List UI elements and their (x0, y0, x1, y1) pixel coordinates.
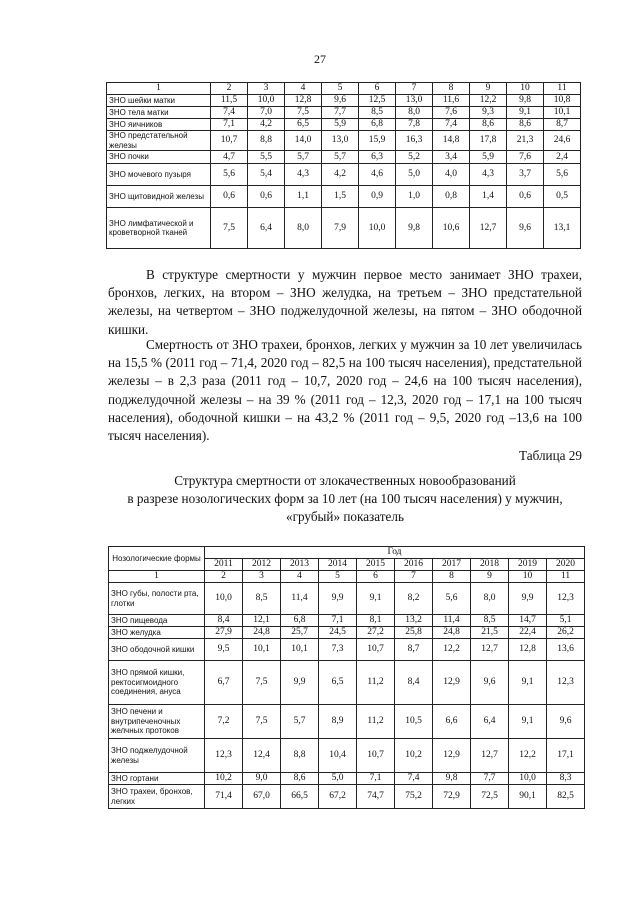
table-cell: 72,9 (433, 785, 471, 809)
table-cell: 22,4 (509, 627, 547, 639)
table-cell: 6,4 (471, 705, 509, 739)
table-cell: 24,8 (433, 627, 471, 639)
table-cell: 0,5 (544, 186, 581, 208)
table-cell: 17,1 (547, 739, 585, 773)
table-row (107, 164, 581, 186)
table-cell: 75,2 (395, 785, 433, 809)
table-cell: 8,5 (471, 615, 509, 627)
column-number: 7 (395, 571, 433, 583)
column-number: 4 (285, 83, 322, 95)
table-row (107, 107, 581, 119)
table-cell: 12,2 (509, 739, 547, 773)
table-cell: 1,4 (470, 186, 507, 208)
table-cell: 10,0 (248, 95, 285, 107)
row-label: ЗНО мочевого пузыря (107, 164, 211, 186)
table-cell: 11,6 (433, 95, 470, 107)
year-header: 2011 (205, 559, 243, 571)
table2-header (109, 547, 585, 583)
table-cell: 8,0 (471, 583, 509, 615)
table-cell: 0,6 (248, 186, 285, 208)
table-cell: 8,9 (319, 705, 357, 739)
table-cell: 12,1 (243, 615, 281, 627)
table-label: Таблица 29 (519, 448, 582, 463)
table-cell: 82,5 (547, 785, 585, 809)
table-cell: 15,9 (359, 131, 396, 151)
table-cell: 21,5 (471, 627, 509, 639)
column-number: 3 (243, 571, 281, 583)
table-cell: 7,8 (396, 119, 433, 131)
table-row (109, 705, 585, 739)
column-number: 9 (470, 83, 507, 95)
table-cell: 7,9 (322, 208, 359, 249)
table-row (107, 131, 581, 151)
table-cell: 4,3 (285, 164, 322, 186)
table-cell: 8,4 (205, 615, 243, 627)
table-cell: 7,4 (395, 773, 433, 785)
table-cell: 0,6 (211, 186, 248, 208)
table-cell: 10,2 (205, 773, 243, 785)
table-cell: 74,7 (357, 785, 395, 809)
table-cell: 12,2 (470, 95, 507, 107)
column-number: 11 (547, 571, 585, 583)
table-cell: 9,3 (470, 107, 507, 119)
table-cell: 12,3 (547, 661, 585, 705)
col-header-year: Год (205, 547, 585, 559)
table-cell: 13,1 (544, 208, 581, 249)
table-cell: 4,6 (359, 164, 396, 186)
table-cell: 9,9 (319, 583, 357, 615)
table-cell: 7,0 (248, 107, 285, 119)
table-cell: 25,7 (281, 627, 319, 639)
table-cell: 24,5 (319, 627, 357, 639)
table-cell: 26,2 (547, 627, 585, 639)
table-cell: 10,0 (359, 208, 396, 249)
table-row (107, 151, 581, 164)
table-cell: 7,7 (322, 107, 359, 119)
table-cell: 7,1 (319, 615, 357, 627)
table-cell: 8,5 (359, 107, 396, 119)
table-title-line3: «грубый» показатель (285, 509, 404, 524)
table-cell: 25,8 (395, 627, 433, 639)
table-cell: 9,9 (509, 583, 547, 615)
table-cell: 0,9 (359, 186, 396, 208)
table-cell: 8,0 (396, 107, 433, 119)
table-cell: 10,6 (433, 208, 470, 249)
table-row (109, 785, 585, 809)
column-number: 6 (357, 571, 395, 583)
year-header: 2016 (395, 559, 433, 571)
table-cell: 17,8 (470, 131, 507, 151)
table-cell: 12,2 (433, 639, 471, 661)
table-cell: 7,6 (507, 151, 544, 164)
table-cell: 4,0 (433, 164, 470, 186)
paragraph-dynamics: Смертность от ЗНО трахеи, бронхов, легких у мужчин за 10 лет увеличилась на 15,5 % (2011 год – 71,4, 2020 год – 82,5 на 100 тысяч населения), предстательной железы – в 2,3 раза (2011 год – 10,7, 2020 год – 24,6 на 100 тысяч населения), поджелудочной железы – на 39 % (2011 год – 12,3, 2020 год – 17,1 на 100 тысяч населения), ободочной кишки – на 43,2 % (2011 год – 9,5, 2020 год –13,6 на 100 тысяч населения). (108, 337, 582, 444)
table-cell: 4,2 (322, 164, 359, 186)
table-cell: 8,3 (547, 773, 585, 785)
table-cell: 12,7 (470, 208, 507, 249)
table-cell: 0,8 (433, 186, 470, 208)
table-cell: 8,7 (544, 119, 581, 131)
table-cell: 12,9 (433, 661, 471, 705)
table-cell: 6,3 (359, 151, 396, 164)
column-number: 9 (471, 571, 509, 583)
table-cell: 8,8 (248, 131, 285, 151)
table-cell: 8,0 (285, 208, 322, 249)
table-cell: 11,2 (357, 705, 395, 739)
column-numbers-row (107, 83, 581, 95)
table-cell: 4,7 (211, 151, 248, 164)
table-cell: 5,5 (248, 151, 285, 164)
table-row (109, 739, 585, 773)
row-label: ЗНО пищевода (109, 615, 205, 627)
table-cell: 12,7 (471, 739, 509, 773)
table-row (109, 773, 585, 785)
column-numbers-row (109, 571, 585, 583)
table-cell: 13,0 (322, 131, 359, 151)
row-label: ЗНО лимфатической и кроветворной тканей (107, 208, 211, 249)
table-cell: 24,8 (243, 627, 281, 639)
table-cell: 67,0 (243, 785, 281, 809)
table-title-line2: в разрезе нозологических форм за 10 лет (на 100 тысяч населения) у мужчин, (127, 491, 563, 506)
table-cell: 11,5 (211, 95, 248, 107)
row-label: ЗНО предстательной железы (107, 131, 211, 151)
table-cell: 5,9 (470, 151, 507, 164)
column-number: 7 (396, 83, 433, 95)
table-cell: 10,4 (319, 739, 357, 773)
table-cell: 9,6 (471, 661, 509, 705)
table-cell: 66,5 (281, 785, 319, 809)
table-cell: 5,0 (396, 164, 433, 186)
table-cell: 7,2 (205, 705, 243, 739)
table-cell: 12,8 (285, 95, 322, 107)
table-cell: 9,8 (433, 773, 471, 785)
table-cell: 9,6 (322, 95, 359, 107)
column-number: 10 (509, 571, 547, 583)
table-cell: 1,5 (322, 186, 359, 208)
table-cell: 9,9 (281, 661, 319, 705)
table-cell: 7,6 (433, 107, 470, 119)
year-header: 2015 (357, 559, 395, 571)
table-cell: 5,2 (396, 151, 433, 164)
row-label: ЗНО шейки матки (107, 95, 211, 107)
table-cell: 5,0 (319, 773, 357, 785)
table-cell: 7,5 (285, 107, 322, 119)
row-label: ЗНО ободочной кишки (109, 639, 205, 661)
table-cell: 9,6 (507, 208, 544, 249)
table-row (107, 119, 581, 131)
table-cell: 9,8 (396, 208, 433, 249)
table-cell: 8,8 (281, 739, 319, 773)
table-cell: 4,3 (470, 164, 507, 186)
table-cell: 7,5 (243, 705, 281, 739)
table-cell: 24,6 (544, 131, 581, 151)
table-cell: 12,9 (433, 739, 471, 773)
table-cell: 12,5 (359, 95, 396, 107)
table-row (109, 661, 585, 705)
paragraph-structure: В структуре смертности у мужчин первое место занимает ЗНО трахеи, бронхов, легких, на втором – ЗНО желудка, на третьем – ЗНО предстательной железы, на четвертом – ЗНО поджелудочной железы, на пятом – ЗНО ободочной кишки. (108, 267, 582, 337)
row-label: ЗНО тела матки (107, 107, 211, 119)
year-header: 2019 (509, 559, 547, 571)
table-cell: 8,6 (470, 119, 507, 131)
table-male-mortality (108, 546, 585, 809)
table-cell: 10,5 (395, 705, 433, 739)
table-cell: 5,6 (433, 583, 471, 615)
column-number: 1 (109, 571, 205, 583)
row-label: ЗНО губы, полости рта, глотки (109, 583, 205, 615)
table-cell: 7,4 (433, 119, 470, 131)
table-cell: 67,2 (319, 785, 357, 809)
table-cell: 8,4 (395, 661, 433, 705)
column-number: 6 (359, 83, 396, 95)
table-cell: 9,1 (357, 583, 395, 615)
row-label: ЗНО почки (107, 151, 211, 164)
table-cell: 9,1 (509, 705, 547, 739)
table-cell: 0,6 (507, 186, 544, 208)
row-label: ЗНО желудка (109, 627, 205, 639)
table1-body (107, 83, 581, 249)
column-number: 2 (205, 571, 243, 583)
table-cell: 6,5 (285, 119, 322, 131)
table-cell: 90,1 (509, 785, 547, 809)
table-cell: 8,6 (507, 119, 544, 131)
table-cell: 14,8 (433, 131, 470, 151)
table-cell: 10,0 (205, 583, 243, 615)
table-cell: 3,4 (433, 151, 470, 164)
table-cell: 6,8 (359, 119, 396, 131)
table-cell: 10,7 (357, 639, 395, 661)
table-cell: 7,1 (211, 119, 248, 131)
table-row (109, 627, 585, 639)
table-cell: 13,6 (547, 639, 585, 661)
table-cell: 12,4 (243, 739, 281, 773)
column-number: 5 (319, 571, 357, 583)
table-cell: 5,7 (322, 151, 359, 164)
table-cell: 10,2 (395, 739, 433, 773)
table-cell: 9,1 (507, 107, 544, 119)
table2-body (109, 583, 585, 809)
row-label: ЗНО гортани (109, 773, 205, 785)
table-cell: 5,6 (211, 164, 248, 186)
table-title-line1: Структура смертности от злокачественных новообразований (174, 473, 516, 488)
table-cell: 8,6 (281, 773, 319, 785)
table-row (109, 615, 585, 627)
table-cell: 14,7 (509, 615, 547, 627)
table-cell: 5,9 (322, 119, 359, 131)
row-label: ЗНО поджелудочной железы (109, 739, 205, 773)
table-cell: 72,5 (471, 785, 509, 809)
table-cell: 9,5 (205, 639, 243, 661)
row-label: ЗНО щитовидной железы (107, 186, 211, 208)
table-cell: 11,4 (433, 615, 471, 627)
table-cell: 10,7 (211, 131, 248, 151)
table-cell: 8,2 (395, 583, 433, 615)
table-cell: 16,3 (396, 131, 433, 151)
table-cell: 8,5 (243, 583, 281, 615)
table-cell: 9,1 (509, 661, 547, 705)
table-cell: 12,3 (205, 739, 243, 773)
year-header: 2014 (319, 559, 357, 571)
table-cell: 6,6 (433, 705, 471, 739)
table-cell: 9,8 (507, 95, 544, 107)
row-label: ЗНО прямой кишки, ректосигмоидного соединения, ануса (109, 661, 205, 705)
table-row (109, 583, 585, 615)
table-row (107, 208, 581, 249)
table-cell: 21,3 (507, 131, 544, 151)
year-header: 2017 (433, 559, 471, 571)
table-cell: 5,4 (248, 164, 285, 186)
year-header: 2013 (281, 559, 319, 571)
column-number: 11 (544, 83, 581, 95)
year-header: 2018 (471, 559, 509, 571)
table-cell: 5,7 (285, 151, 322, 164)
table-cell: 3,7 (507, 164, 544, 186)
table-cell: 1,0 (396, 186, 433, 208)
col-header-forms: Нозологические формы (109, 547, 205, 571)
column-number: 4 (281, 571, 319, 583)
row-label: ЗНО трахеи, бронхов, легких (109, 785, 205, 809)
table-title (100, 472, 590, 526)
table-cell: 10,7 (357, 739, 395, 773)
table-cell: 12,7 (471, 639, 509, 661)
table-cell: 6,7 (205, 661, 243, 705)
column-number: 8 (433, 83, 470, 95)
table-cell: 7,1 (357, 773, 395, 785)
table-cell: 8,7 (395, 639, 433, 661)
table-female-mortality-continued (106, 82, 581, 249)
table-cell: 7,7 (471, 773, 509, 785)
table-cell: 4,2 (248, 119, 285, 131)
table-cell: 12,8 (509, 639, 547, 661)
table-cell: 10,1 (281, 639, 319, 661)
column-number: 1 (107, 83, 211, 95)
table-cell: 11,4 (281, 583, 319, 615)
table-cell: 2,4 (544, 151, 581, 164)
table-cell: 5,6 (544, 164, 581, 186)
table-cell: 9,6 (547, 705, 585, 739)
column-number: 3 (248, 83, 285, 95)
table-cell: 10,8 (544, 95, 581, 107)
table-cell: 10,0 (509, 773, 547, 785)
table-cell: 9,0 (243, 773, 281, 785)
table-cell: 71,4 (205, 785, 243, 809)
table-cell: 6,8 (281, 615, 319, 627)
table-cell: 8,1 (357, 615, 395, 627)
table-cell: 1,1 (285, 186, 322, 208)
table-cell: 6,4 (248, 208, 285, 249)
row-label: ЗНО печени и внутрипеченочных желчных протоков (109, 705, 205, 739)
table-cell: 27,2 (357, 627, 395, 639)
table-row (109, 639, 585, 661)
table-row (107, 186, 581, 208)
table-cell: 7,3 (319, 639, 357, 661)
year-header: 2012 (243, 559, 281, 571)
table-cell: 7,5 (243, 661, 281, 705)
column-number: 10 (507, 83, 544, 95)
table-cell: 12,3 (547, 583, 585, 615)
table-cell: 7,5 (211, 208, 248, 249)
column-number: 5 (322, 83, 359, 95)
column-number: 2 (211, 83, 248, 95)
table-cell: 11,2 (357, 661, 395, 705)
table-row (107, 95, 581, 107)
table-cell: 5,1 (547, 615, 585, 627)
table-cell: 27,9 (205, 627, 243, 639)
column-number: 8 (433, 571, 471, 583)
table-cell: 14,0 (285, 131, 322, 151)
table-cell: 7,4 (211, 107, 248, 119)
table-cell: 6,5 (319, 661, 357, 705)
row-label: ЗНО яичников (107, 119, 211, 131)
year-header: 2020 (547, 559, 585, 571)
table-cell: 10,1 (544, 107, 581, 119)
table-cell: 13,2 (395, 615, 433, 627)
table-cell: 10,1 (243, 639, 281, 661)
table-cell: 5,7 (281, 705, 319, 739)
table-cell: 13,0 (396, 95, 433, 107)
page-number: 27 (314, 52, 326, 66)
